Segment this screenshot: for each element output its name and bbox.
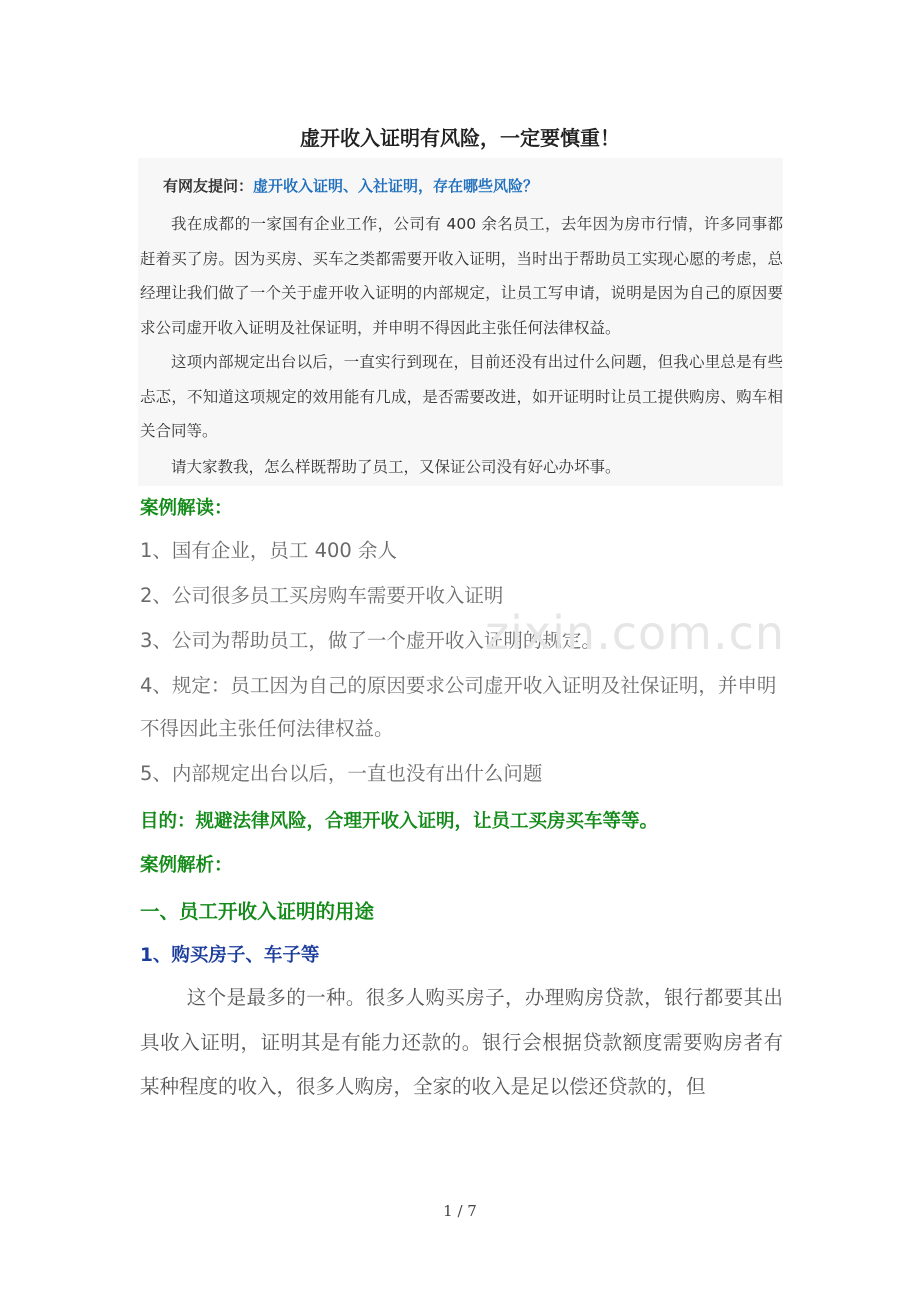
- case-reading-heading: 案例解读：: [140, 498, 233, 519]
- case-item-2: 2、公司很多员工买房购车需要开收入证明: [140, 584, 504, 607]
- watermark: zixin.com.cn: [485, 606, 786, 660]
- analysis-heading: 案例解析：: [140, 855, 233, 876]
- purpose-statement: 目的：规避法律风险，合理开收入证明，让员工买房买车等等。: [140, 811, 659, 832]
- document-title: 虚开收入证明有风险，一定要慎重！: [300, 126, 620, 150]
- question-text: 虚开收入证明、入社证明，存在哪些风险？: [253, 177, 539, 195]
- page-indicator: 1 / 7: [443, 1202, 477, 1220]
- question-paragraph-1: 我在成都的一家国有企业工作，公司有 400 余名员工，去年因为房市行情，许多同事都赶着买了房。因为买房、买车之类都需要开收入证明，当时出于帮助员工实现心愿的考虑，总经理让我们做了一个关于虚开收入证明的内部规定，让员工写申请，说明是因为自己的原因要求公司虚开收入证明及社保证明，并申明不得因此主张任何法律权益。: [140, 215, 783, 337]
- question-heading: [163, 175, 538, 196]
- section-heading-1: 一、员工开收入证明的用途: [140, 900, 375, 923]
- subsection-heading-1: 1、购买房子、车子等: [140, 945, 320, 966]
- case-item-5: 5、内部规定出台以后，一直也没有出什么问题: [140, 762, 543, 785]
- case-item-1: 1、国有企业，员工 400 余人: [140, 539, 398, 562]
- question-paragraph-3: 请大家教我，怎么样既帮助了员工，又保证公司没有好心办坏事。: [171, 458, 621, 476]
- case-item-4: 4、规定：员工因为自己的原因要求公司虚开收入证明及社保证明，并申明不得因此主张任何法律权益。: [140, 674, 777, 740]
- question-paragraph-2: 这项内部规定出台以后，一直实行到现在，目前还没有出过什么问题，但我心里总是有些忐忑，不知道这项规定的效用能有几成，是否需要改进，如开证明时让员工提供购房、购车相关合同等。: [140, 353, 783, 440]
- body-paragraph: 这个是最多的一种。很多人购买房子，办理购房贷款，银行都要其出具收入证明，证明其是有能力还款的。银行会根据贷款额度需要购房者有某种程度的收入，很多人购房，全家的收入是足以偿还贷款的，但: [140, 986, 783, 1098]
- question-label: 有网友提问：: [163, 177, 254, 195]
- case-item-3: 3、公司为帮助员工，做了一个虚开收入证明的规定。: [140, 629, 601, 652]
